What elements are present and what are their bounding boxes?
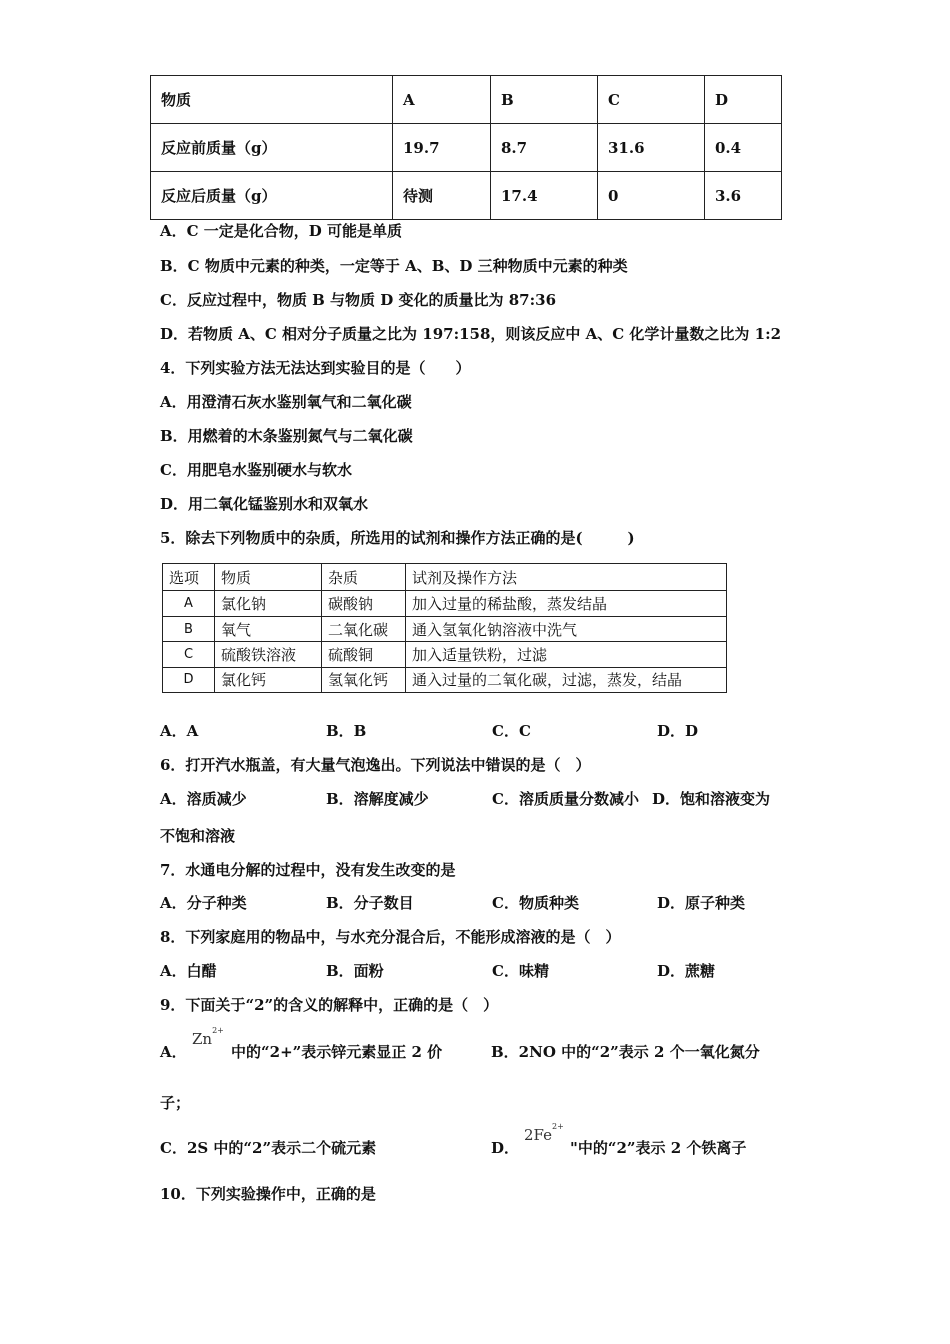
formula-symbol: Zn	[192, 1030, 213, 1048]
table-cell: 氢氧化钙	[322, 667, 406, 692]
q4-option-d: D．用二氧化锰鉴别水和双氧水	[160, 495, 369, 513]
table-cell: 3.6	[705, 172, 782, 220]
q6-option-b: B．溶解度减少	[326, 790, 429, 808]
table-cell: 物质	[215, 564, 322, 591]
table-cell: D	[705, 76, 782, 124]
q4-option-c: C．用肥皂水鉴别硬水与软水	[160, 461, 352, 479]
q3-option-a: A．C 一定是化合物，D 可能是单质	[160, 222, 403, 240]
table-cell: 加入适量铁粉，过滤	[406, 642, 727, 667]
table-cell: 通入过量的二氧化碳，过滤，蒸发，结晶	[406, 667, 727, 692]
q9-option-c: C．2S 中的“2”表示二个硫元素	[160, 1139, 377, 1157]
table-cell: A	[393, 76, 491, 124]
q7-stem: 7．水通电分解的过程中，没有发生改变的是	[160, 861, 456, 879]
table-cell: 反应后质量（g）	[151, 172, 393, 220]
table-cell: 杂质	[322, 564, 406, 591]
table-row	[163, 564, 727, 591]
table-cell: 氧气	[215, 616, 322, 641]
table-cell: 31.6	[598, 124, 705, 172]
table-cell: B	[491, 76, 598, 124]
q9-option-b-continued: 子；	[160, 1094, 191, 1112]
table-cell: 硫酸铜	[322, 642, 406, 667]
table-cell: D	[163, 667, 215, 692]
table-cell: 二氧化碳	[322, 616, 406, 641]
q9-option-b: B．2NO 中的“2”表示 2 个一氧化氮分	[491, 1043, 760, 1061]
q3-option-d: D．若物质 A、C 相对分子质量之比为 197:158，则该反应中 A、C 化学计量数之比为 1:2	[160, 325, 782, 343]
table-cell: 氯化钠	[215, 591, 322, 616]
table-row	[151, 124, 782, 172]
q5-option-d: D．D	[657, 722, 699, 740]
zinc-ion-formula	[192, 1026, 224, 1048]
q9-option-a-text: 中的“2+”表示锌元素显正 2 价	[231, 1043, 443, 1061]
table-cell: 8.7	[491, 124, 598, 172]
q7-option-d: D．原子种类	[657, 894, 746, 912]
table-cell: 17.4	[491, 172, 598, 220]
q5-option-c: C．C	[492, 722, 531, 740]
iron-ion-formula	[524, 1122, 564, 1144]
q7-option-a: A．分子种类	[160, 894, 247, 912]
table-cell: 19.7	[393, 124, 491, 172]
q8-option-c: C．味精	[492, 962, 549, 980]
q6-option-d-continued: 不饱和溶液	[160, 827, 236, 845]
table-row	[151, 172, 782, 220]
table-cell: 试剂及操作方法	[406, 564, 727, 591]
table-cell: 碳酸钠	[322, 591, 406, 616]
q9-option-a-label: A．	[160, 1043, 187, 1061]
table-cell: 0.4	[705, 124, 782, 172]
table-cell: 选项	[163, 564, 215, 591]
q5-option-b: B．B	[326, 722, 367, 740]
table-cell: B	[163, 616, 215, 641]
q10-stem: 10．下列实验操作中，正确的是	[160, 1185, 376, 1203]
q9-option-d-text: "中的“2”表示 2 个铁离子	[570, 1139, 747, 1157]
impurity-table	[162, 563, 727, 693]
formula-charge: 2+	[552, 1122, 564, 1131]
q5-option-a: A．A	[160, 722, 199, 740]
q6-option-c: C．溶质质量分数减小	[492, 790, 639, 808]
q8-option-a: A．白醋	[160, 962, 217, 980]
q9-stem: 9．下面关于“2”的含义的解释中，正确的是（ ）	[160, 996, 499, 1014]
table-cell: C	[163, 642, 215, 667]
table-cell: 反应前质量（g）	[151, 124, 393, 172]
q8-option-b: B．面粉	[326, 962, 384, 980]
q6-option-d: D．饱和溶液变为	[652, 790, 771, 808]
q4-option-b: B．用燃着的木条鉴别氮气与二氧化碳	[160, 427, 413, 445]
table-row	[163, 616, 727, 641]
table-cell: 物质	[151, 76, 393, 124]
table-cell: A	[163, 591, 215, 616]
table-cell: 加入过量的稀盐酸，蒸发结晶	[406, 591, 727, 616]
q9-option-d-label: D．	[491, 1139, 520, 1157]
table-row	[151, 76, 782, 124]
q5-stem: 5．除去下列物质中的杂质，所选用的试剂和操作方法正确的是( )	[160, 529, 635, 547]
mass-table	[150, 75, 782, 220]
formula-symbol: 2Fe	[524, 1126, 553, 1144]
q7-option-c: C．物质种类	[492, 894, 579, 912]
q7-option-b: B．分子数目	[326, 894, 414, 912]
q6-option-a: A．溶质减少	[160, 790, 247, 808]
table-cell: 通入氢氧化钠溶液中洗气	[406, 616, 727, 641]
q4-option-a: A．用澄清石灰水鉴别氧气和二氧化碳	[160, 393, 412, 411]
table-cell: 氯化钙	[215, 667, 322, 692]
formula-charge: 2+	[212, 1026, 224, 1035]
q8-option-d: D．蔗糖	[657, 962, 716, 980]
table-cell: 待测	[393, 172, 491, 220]
table-row	[163, 642, 727, 667]
q4-stem: 4．下列实验方法无法达到实验目的是（ ）	[160, 359, 471, 377]
table-cell: 硫酸铁溶液	[215, 642, 322, 667]
table-row	[163, 591, 727, 616]
q8-stem: 8．下列家庭用的物品中，与水充分混合后，不能形成溶液的是（ ）	[160, 928, 621, 946]
q3-option-c: C．反应过程中，物质 B 与物质 D 变化的质量比为 87:36	[160, 291, 557, 309]
q3-option-b: B．C 物质中元素的种类，一定等于 A、B、D 三种物质中元素的种类	[160, 257, 628, 275]
table-row	[163, 667, 727, 692]
q6-stem: 6．打开汽水瓶盖，有大量气泡逸出。下列说法中错误的是（ ）	[160, 756, 591, 774]
table-cell: C	[598, 76, 705, 124]
table-cell: 0	[598, 172, 705, 220]
